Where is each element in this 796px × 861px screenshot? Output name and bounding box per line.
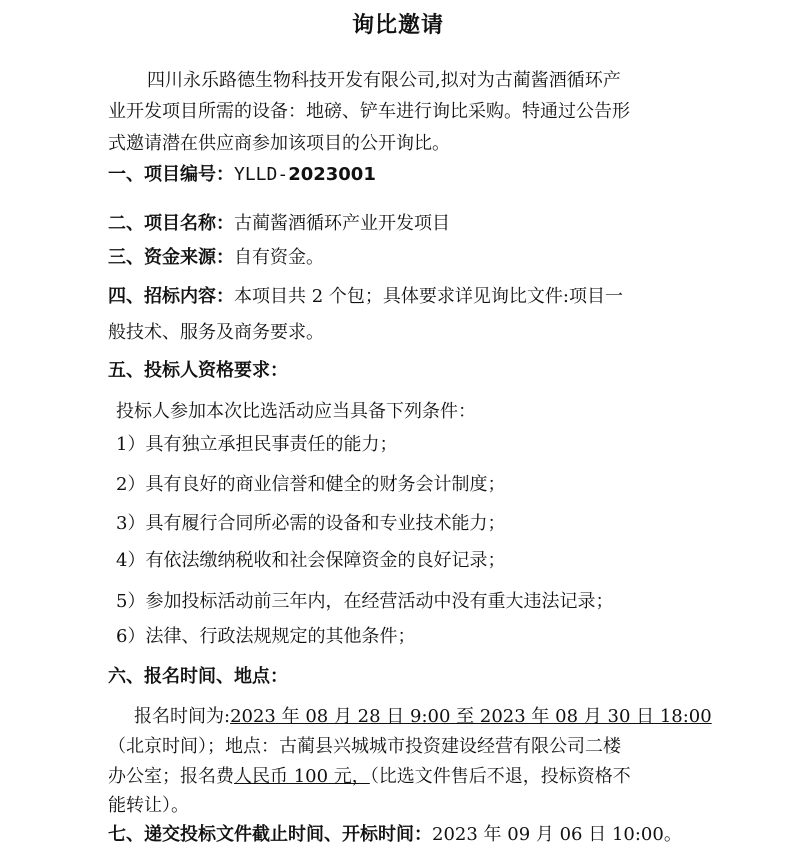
deadline-value: 2023 年 09 月 06 日 10:00。: [432, 824, 682, 845]
tender-content-value-1: 本项目共 2 个包；具体要求详见询比文件:项目一: [234, 286, 623, 307]
project-number-value: 2023001: [288, 164, 376, 185]
registration-time-label: 报名时间为:: [134, 706, 231, 727]
section-deadline: [108, 822, 682, 848]
section-heading: 二、项目名称：: [108, 213, 234, 234]
registration-fee-amount: 人民币 100 元，: [234, 766, 370, 787]
registration-time-range: 2023 年 08 月 28 日 9:00 至 2023 年 08 月 30 日 18:00: [230, 706, 712, 727]
section-bidder-qualification-heading: 五、投标人资格要求：: [108, 360, 288, 381]
qualification-item: 3）具有履行合同所必需的设备和专业技术能力；: [116, 513, 506, 534]
registration-fee-note: （比选文件售后不退，投标资格不: [369, 766, 631, 787]
tender-content-value-2: 般技术、服务及商务要求。: [108, 322, 324, 343]
project-name-value: 古蔺酱酒循环产业开发项目: [234, 213, 450, 234]
intro-line-1: 四川永乐路德生物科技开发有限公司,拟对为古蔺酱酒循环产: [147, 70, 621, 91]
qualification-item: 2）具有良好的商业信誉和健全的财务会计制度；: [116, 474, 506, 495]
project-number-prefix: YLLD-: [234, 164, 289, 185]
intro-line-2: 业开发项目所需的设备：地磅、铲车进行询比采购。特通过公告形: [108, 101, 630, 122]
intro-line-3: 式邀请潜在供应商参加该项目的公开询比。: [108, 133, 450, 154]
qualification-item: 1）具有独立承担民事责任的能力；: [116, 434, 398, 455]
page-title: 询比邀请: [351, 13, 444, 38]
section-registration-heading: 六、报名时间、地点：: [108, 666, 288, 687]
registration-fee-line: [108, 764, 631, 790]
section-fund-source: [108, 245, 324, 271]
qualification-item: 4）有依法缴纳税收和社会保障资金的良好记录；: [116, 550, 506, 571]
section-tender-content: [108, 284, 623, 310]
fund-source-value: 自有资金。: [234, 247, 324, 268]
qualification-lead: 投标人参加本次比选活动应当具备下列条件：: [116, 401, 476, 422]
section-heading: 四、招标内容：: [108, 286, 234, 307]
registration-note-end: 能转让）。: [108, 795, 189, 816]
qualification-item: 6）法律、行政法规规定的其他条件；: [116, 626, 416, 647]
registration-location-line: （北京时间）；地点：古蔺县兴城城市投资建设经营有限公司二楼: [108, 736, 621, 757]
section-project-number: [108, 162, 376, 188]
section-heading: 一、项目编号：: [108, 164, 234, 185]
section-project-name: [108, 211, 450, 237]
qualification-item: 5）参加投标活动前三年内，在经营活动中没有重大违法记录；: [116, 591, 614, 612]
section-heading: 三、资金来源：: [108, 247, 234, 268]
registration-time-line: [134, 704, 712, 730]
section-heading: 七、递交投标文件截止时间、开标时间：: [108, 824, 432, 845]
registration-fee-label: 办公室；报名费: [108, 766, 234, 787]
